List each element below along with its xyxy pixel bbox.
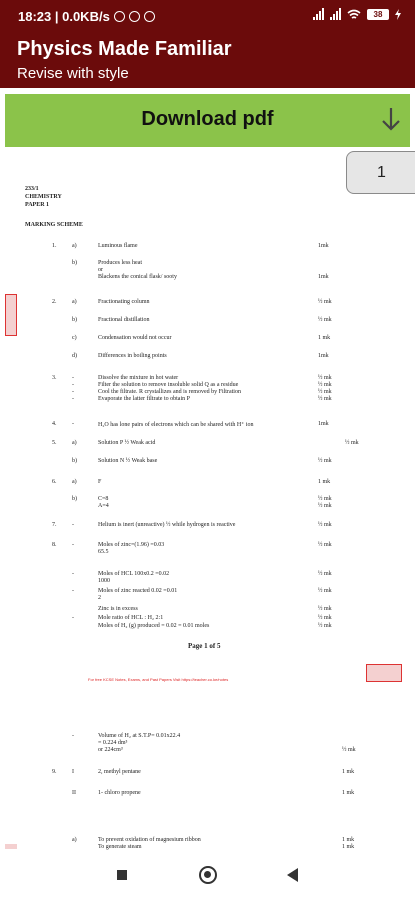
row-part: - <box>72 389 74 395</box>
row-text: Produces less heat <box>98 260 142 266</box>
row-part: c) <box>72 335 77 341</box>
row-text: 1- chloro propene <box>98 790 141 796</box>
row-text: Luminous flame <box>98 243 138 249</box>
row-mark: 1mk <box>318 243 329 249</box>
alarm-icon <box>114 11 125 22</box>
page-number-indicator <box>346 151 415 194</box>
row-number: 7. <box>52 522 57 528</box>
row-part: - <box>72 571 74 577</box>
row-mark: 1 mk <box>342 790 355 796</box>
row-mark: ½ mk <box>318 571 332 577</box>
row-text: F <box>98 479 102 485</box>
row-mark: ½ mk <box>318 389 332 395</box>
row-text: Volume of H₂ at S.T.P= 0.01x22.4 <box>98 733 181 739</box>
row-part: a) <box>72 243 77 249</box>
row-text: Mole ratio of HCL : H₂ 2:1 <box>98 615 164 621</box>
row-part: b) <box>72 260 77 266</box>
watermark-stamp-2 <box>5 844 17 849</box>
row-part: - <box>72 733 74 739</box>
doc-paper: PAPER 1 <box>25 202 50 208</box>
row-part: b) <box>72 496 77 502</box>
row-mark: ½ mk <box>318 615 332 621</box>
row-mark: ½ mk <box>318 382 332 388</box>
row-text: To generate steam <box>98 844 142 850</box>
row-text: 2 <box>98 595 101 601</box>
row-mark: ½ mk <box>318 396 332 402</box>
watermark-stamp <box>5 294 17 336</box>
row-part: II <box>72 790 76 796</box>
row-text: 2, methyl pentane <box>98 769 141 775</box>
row-text: Evaporate the latter filtrate to obtain P <box>98 396 190 402</box>
row-number: 2. <box>52 299 57 305</box>
row-text: Moles of zinc=(1.96) =0.03 <box>98 542 165 548</box>
row-part: b) <box>72 317 77 323</box>
row-part: - <box>72 421 74 427</box>
status-bar <box>0 0 415 32</box>
row-mark: ½ mk <box>345 440 359 446</box>
signal-2-icon <box>330 8 341 20</box>
signal-icon <box>313 8 324 20</box>
row-mark: ½ mk <box>318 375 332 381</box>
row-text: H₂O has lone pairs of electrons which can be shared with H⁺ ion <box>98 422 254 428</box>
doc-subject: CHEMISTRY <box>25 194 62 200</box>
row-text: Moles of H₂ (g) produced = 0.02 = 0.01 moles <box>98 623 210 629</box>
row-part: a) <box>72 479 77 485</box>
home-button[interactable] <box>199 866 217 884</box>
row-mark: ½ mk <box>318 299 332 305</box>
download-arrow-icon <box>380 105 402 133</box>
row-part: - <box>72 375 74 381</box>
doc-code: 233/1 <box>25 186 39 192</box>
row-part: - <box>72 522 74 528</box>
row-mark: 1 mk <box>318 479 331 485</box>
row-mark: 1 mk <box>342 844 355 850</box>
row-text: Dissolve the mixture in hot water <box>98 375 179 381</box>
row-mark: ½ mk <box>318 522 332 528</box>
row-text: Filter the solution to remove insoluble solid Q as a residue <box>98 382 239 388</box>
pdf-page-view[interactable] <box>0 150 415 850</box>
row-number: 4. <box>52 421 57 427</box>
row-text: Moles of zinc reacted 0.02 =0.01 <box>98 588 178 594</box>
free-notes-link[interactable]: For free KCSE Notes, Exams, and Past Papers Visit https://teacher.co.ke/notes <box>88 677 229 682</box>
row-mark: ½ mk <box>318 623 332 629</box>
app-notification-icon <box>144 11 155 22</box>
row-text: Moles of HCL 100x0.2 =0.02 <box>98 571 170 577</box>
row-number: 9. <box>52 769 57 775</box>
status-time: 18:23 | 0.0KB/s <box>18 9 110 24</box>
row-mark: ½ mk <box>318 542 332 548</box>
row-mark: ½ mk <box>318 588 332 594</box>
row-text: Solution N ½ Weak base <box>98 458 158 464</box>
row-text: 65.5 <box>98 549 109 555</box>
whatsapp-icon <box>129 11 140 22</box>
row-mark: ½ mk <box>318 606 332 612</box>
row-mark: 1 mk <box>342 769 355 775</box>
row-part: a) <box>72 440 77 446</box>
row-mark: ½ mk <box>318 458 332 464</box>
row-part: d) <box>72 353 77 359</box>
row-part: - <box>72 396 74 402</box>
row-mark: 1mk <box>318 274 329 280</box>
row-part: I <box>72 769 74 775</box>
download-label: Download pdf <box>141 108 274 130</box>
app-title: Physics Made Familiar <box>17 38 232 60</box>
row-text: Solution P ½ Weak acid <box>98 440 156 446</box>
row-part: b) <box>72 458 77 464</box>
row-part: a) <box>72 837 77 843</box>
row-mark: 1mk <box>318 421 329 427</box>
row-mark: ½ mk <box>318 317 332 323</box>
row-mark: ½ mk <box>318 503 332 509</box>
row-text: A=4 <box>98 503 109 509</box>
row-text: Fractionating column <box>98 299 150 305</box>
row-number: 8. <box>52 542 57 548</box>
row-text: 1000 <box>98 578 110 584</box>
row-part: - <box>72 382 74 388</box>
row-text: Fractional distillation <box>98 317 150 323</box>
recents-button[interactable] <box>117 870 127 880</box>
row-number: 6. <box>52 479 57 485</box>
row-text: Differences in boiling points <box>98 353 167 359</box>
row-part: - <box>72 588 74 594</box>
battery-icon: 38 <box>367 9 389 20</box>
row-text: or 224cm³ <box>98 747 123 753</box>
row-text: C=8 <box>98 496 109 502</box>
app-subtitle: Revise with style <box>17 65 129 82</box>
row-text: Helium is inert (unreactive) ½ while hydrogen is reactive <box>98 522 236 528</box>
row-number: 3. <box>52 375 57 381</box>
row-text: Blackens the conical flask/ sooty <box>98 274 177 280</box>
row-text: To prevent oxidation of magnesium ribbon <box>98 837 201 843</box>
doc-heading: MARKING SCHEME <box>25 222 83 228</box>
row-number: 5. <box>52 440 57 446</box>
download-pdf-button[interactable] <box>5 94 410 147</box>
back-button[interactable] <box>287 868 298 882</box>
page-number: 1 <box>377 164 386 181</box>
row-mark: 1 mk <box>342 837 355 843</box>
row-mark: ½ mk <box>318 496 332 502</box>
row-part: a) <box>72 299 77 305</box>
row-text: Cool the filtrate. R crystallizes and is removed by Filtration <box>98 389 241 395</box>
teacher-logo <box>366 664 402 682</box>
row-mark: 1mk <box>318 353 329 359</box>
row-part: - <box>72 542 74 548</box>
row-text: or <box>98 267 103 273</box>
row-text: Zinc is in excess <box>98 606 138 612</box>
row-text: = 0.224 dm³ <box>98 740 128 746</box>
row-text: Condensation would not occur <box>98 335 172 341</box>
wifi-icon <box>347 9 361 20</box>
row-number: 1. <box>52 243 57 249</box>
page-footer: Page 1 of 5 <box>188 642 221 650</box>
row-part: - <box>72 615 74 621</box>
charging-icon <box>395 9 401 20</box>
system-nav-bar <box>0 850 415 900</box>
row-mark: ½ mk <box>342 747 356 753</box>
app-bar <box>0 32 415 88</box>
row-mark: 1 mk <box>318 335 331 341</box>
